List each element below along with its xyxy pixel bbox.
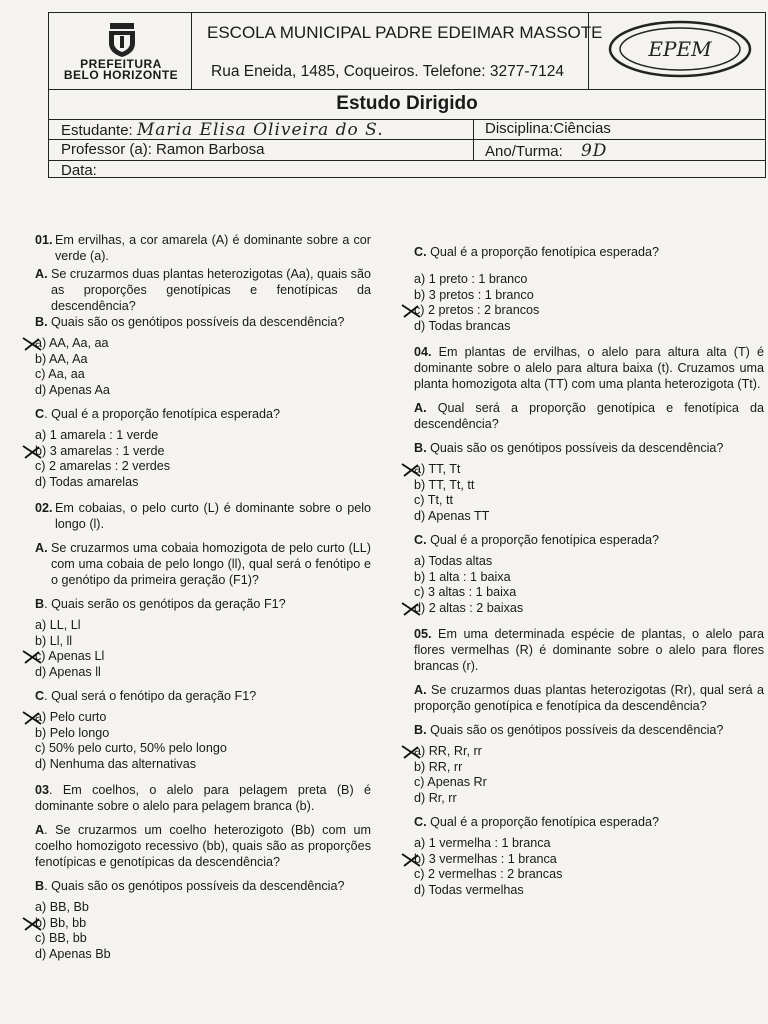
date-row bbox=[49, 161, 765, 181]
part-a-label: A. bbox=[35, 541, 48, 555]
option-c[interactable]: c) 2 amarelas : 2 verdes bbox=[35, 459, 171, 473]
part-b: B. Quais são os genótipos possíveis da descendência? bbox=[414, 723, 724, 737]
option-a[interactable]: a) 1 amarela : 1 verde bbox=[35, 428, 159, 442]
option-c[interactable]: c) Apenas Rr bbox=[414, 775, 487, 789]
part-c: C. Qual é a proporção fenotípica esperada? bbox=[414, 815, 660, 829]
epem-logo-icon bbox=[605, 19, 755, 79]
epem-logo-text: EPEM bbox=[648, 37, 712, 61]
question-number: 03 bbox=[35, 783, 50, 797]
part-b: B. Quais são os genótipos possíveis da descendência? bbox=[414, 441, 724, 455]
option-a[interactable]: a) BB, Bb bbox=[35, 900, 89, 914]
option-b[interactable]: b) Ll, ll bbox=[35, 633, 73, 648]
header-table bbox=[48, 12, 766, 178]
option-b[interactable]: b) RR, rr bbox=[414, 759, 463, 774]
question-number: 04. bbox=[414, 345, 432, 359]
option-a-selected[interactable]: a) TT, Tt bbox=[414, 462, 764, 478]
option-c[interactable]: c) 2 vermelhas : 2 brancas bbox=[414, 867, 563, 881]
option-d[interactable]: d) Nenhuma das alternativas bbox=[35, 756, 197, 771]
option-d[interactable]: d) Apenas Bb bbox=[35, 946, 111, 961]
prefeitura-name bbox=[57, 59, 185, 81]
option-b[interactable]: b) 3 pretos : 1 branco bbox=[414, 287, 534, 302]
part-b: B. Quais serão os genótipos da geração F1? bbox=[35, 597, 286, 611]
date-field: Data: bbox=[61, 162, 97, 179]
option-c[interactable]: c) 50% pelo curto, 50% pelo longo bbox=[35, 741, 227, 755]
option-b-selected[interactable]: b) 3 amarelas : 1 verde bbox=[35, 444, 371, 460]
option-d[interactable]: d) Apenas Aa bbox=[35, 382, 110, 397]
option-d[interactable]: d) Apenas TT bbox=[414, 508, 490, 523]
question-text: Em cobaias, o pelo curto (L) é dominante sobre o pelo longo (l). bbox=[55, 501, 371, 531]
question-text: 03. Em coelhos, o alelo para pelagem preta (B) é dominante sobre o alelo para pelagem branca (b). bbox=[35, 783, 371, 813]
question-05 bbox=[414, 626, 764, 898]
option-a[interactable]: a) 1 vermelha : 1 branca bbox=[414, 836, 551, 850]
class-field bbox=[485, 141, 607, 161]
question-number: 01. bbox=[35, 233, 53, 247]
option-c[interactable]: c) Aa, aa bbox=[35, 367, 85, 381]
option-c[interactable]: c) BB, bb bbox=[35, 931, 87, 945]
option-d[interactable]: d) Todas brancas bbox=[414, 318, 511, 333]
part-c: C. Qual é a proporção fenotípica esperada? bbox=[414, 245, 660, 259]
page-title: Estudo Dirigido bbox=[336, 93, 478, 114]
part-c: C. Qual é a proporção fenotípica esperada? bbox=[35, 407, 281, 421]
part-c: C. Qual é a proporção fenotípica esperada? bbox=[414, 533, 660, 547]
part-a-text: Se cruzarmos uma cobaia homozigota de pelo curto (LL) com uma cobaia de pelo longo (ll), qual será o fenótipo e o genótipo da primeira geração (F1)? bbox=[51, 541, 371, 587]
part-a-label: A. bbox=[35, 267, 48, 281]
right-column bbox=[414, 244, 764, 898]
option-c[interactable]: c) Tt, tt bbox=[414, 493, 453, 507]
prefeitura-logo-cell bbox=[49, 13, 192, 89]
part-b-text: Quais são os genótipos possíveis da descendência? bbox=[51, 315, 345, 329]
option-b[interactable]: b) Pelo longo bbox=[35, 725, 110, 740]
part-b: B. Quais são os genótipos possíveis da descendência? bbox=[35, 879, 345, 893]
teacher-row bbox=[49, 140, 765, 161]
part-a-text: A. Se cruzarmos um coelho heterozigoto (Bb) com um coelho homozigoto recessivo (bb), quais são as proporções fenotípicas e genotípicas da descendência? bbox=[35, 823, 371, 869]
option-b[interactable]: b) AA, Aa bbox=[35, 351, 88, 366]
student-row bbox=[49, 119, 765, 140]
question-02 bbox=[35, 500, 371, 772]
question-01 bbox=[35, 232, 371, 490]
option-c-selected[interactable]: c) 2 pretos : 2 brancos bbox=[414, 303, 764, 319]
question-03 bbox=[35, 782, 371, 962]
student-field bbox=[61, 120, 384, 140]
option-a[interactable]: a) 1 preto : 1 branco bbox=[414, 272, 528, 286]
question-03-continued bbox=[414, 244, 764, 334]
option-d-selected[interactable]: d) 2 altas : 2 baixas bbox=[414, 601, 764, 617]
class-value: 9D bbox=[580, 141, 608, 161]
option-b-selected[interactable]: b) Bb, bb bbox=[35, 916, 371, 932]
question-text: 04. Em plantas de ervilhas, o alelo para altura alta (T) é dominante sobre o alelo para altura baixa (t). Cruzamos uma planta homozigota alta (TT) com uma planta heterozigota (Tt). bbox=[414, 345, 764, 391]
prefeitura-line1: PREFEITURA bbox=[80, 57, 162, 71]
option-d[interactable]: d) Rr, rr bbox=[414, 790, 457, 805]
option-d[interactable]: d) Todas amarelas bbox=[35, 474, 139, 489]
option-b-selected[interactable]: b) 3 vermelhas : 1 branca bbox=[414, 852, 764, 868]
class-label: Ano/Turma: bbox=[485, 143, 563, 160]
teacher-field: Professor (a): Ramon Barbosa bbox=[61, 141, 265, 158]
part-c: C. Qual será o fenótipo da geração F1? bbox=[35, 689, 257, 703]
student-name: Maria Elisa Oliveira do S. bbox=[136, 120, 384, 140]
option-a-selected[interactable]: a) Pelo curto bbox=[35, 710, 371, 726]
option-d[interactable]: d) Apenas ll bbox=[35, 664, 101, 679]
option-a[interactable]: a) Todas altas bbox=[414, 554, 493, 568]
question-text: 05. Em uma determinada espécie de plantas, o alelo para flores vermelhas (R) é dominante sobre o alelo para flores brancas (r). bbox=[414, 627, 765, 673]
school-logo-cell bbox=[588, 13, 765, 89]
question-number: 02. bbox=[35, 501, 53, 515]
question-text: Em ervilhas, a cor amarela (A) é dominante sobre a cor verde (a). bbox=[55, 233, 371, 263]
option-a-selected[interactable]: a) RR, Rr, rr bbox=[414, 744, 764, 760]
option-d[interactable]: d) Todas vermelhas bbox=[414, 882, 524, 897]
option-c[interactable]: c) 3 altas : 1 baixa bbox=[414, 585, 517, 599]
option-b[interactable]: b) 1 alta : 1 baixa bbox=[414, 569, 511, 584]
school-name: ESCOLA MUNICIPAL PADRE EDEIMAR MASSOTE bbox=[207, 23, 603, 42]
student-label: Estudante: bbox=[61, 122, 133, 139]
question-04 bbox=[414, 344, 764, 616]
part-a-text: Se cruzarmos duas plantas heterozigotas (Aa), quais são as proporções genotípicas e fenotípicas da descendência? bbox=[51, 267, 371, 313]
city-crest-icon bbox=[104, 19, 140, 59]
part-b-label: B. bbox=[35, 315, 48, 329]
part-a-text: A. Se cruzarmos duas plantas heterozigotas (Rr), qual será a proporção genotípica e fenotípica da descendência? bbox=[414, 683, 764, 713]
option-a[interactable]: a) LL, Ll bbox=[35, 618, 81, 632]
title-row bbox=[49, 89, 765, 120]
option-a-selected[interactable]: a) AA, Aa, aa bbox=[35, 336, 371, 352]
school-address: Rua Eneida, 1485, Coqueiros. Telefone: 3277-7124 bbox=[211, 63, 565, 80]
prefeitura-line2: BELO HORIZONTE bbox=[63, 68, 179, 82]
subject-field: Disciplina:Ciências bbox=[485, 120, 611, 137]
part-a-text: A. Qual será a proporção genotípica e fenotípica da descendência? bbox=[414, 401, 764, 431]
left-column bbox=[35, 232, 371, 962]
option-c-selected[interactable]: c) Apenas Ll bbox=[35, 649, 371, 665]
question-number: 05. bbox=[414, 627, 432, 641]
header-top-row bbox=[49, 13, 765, 90]
option-b[interactable]: b) TT, Tt, tt bbox=[414, 477, 475, 492]
